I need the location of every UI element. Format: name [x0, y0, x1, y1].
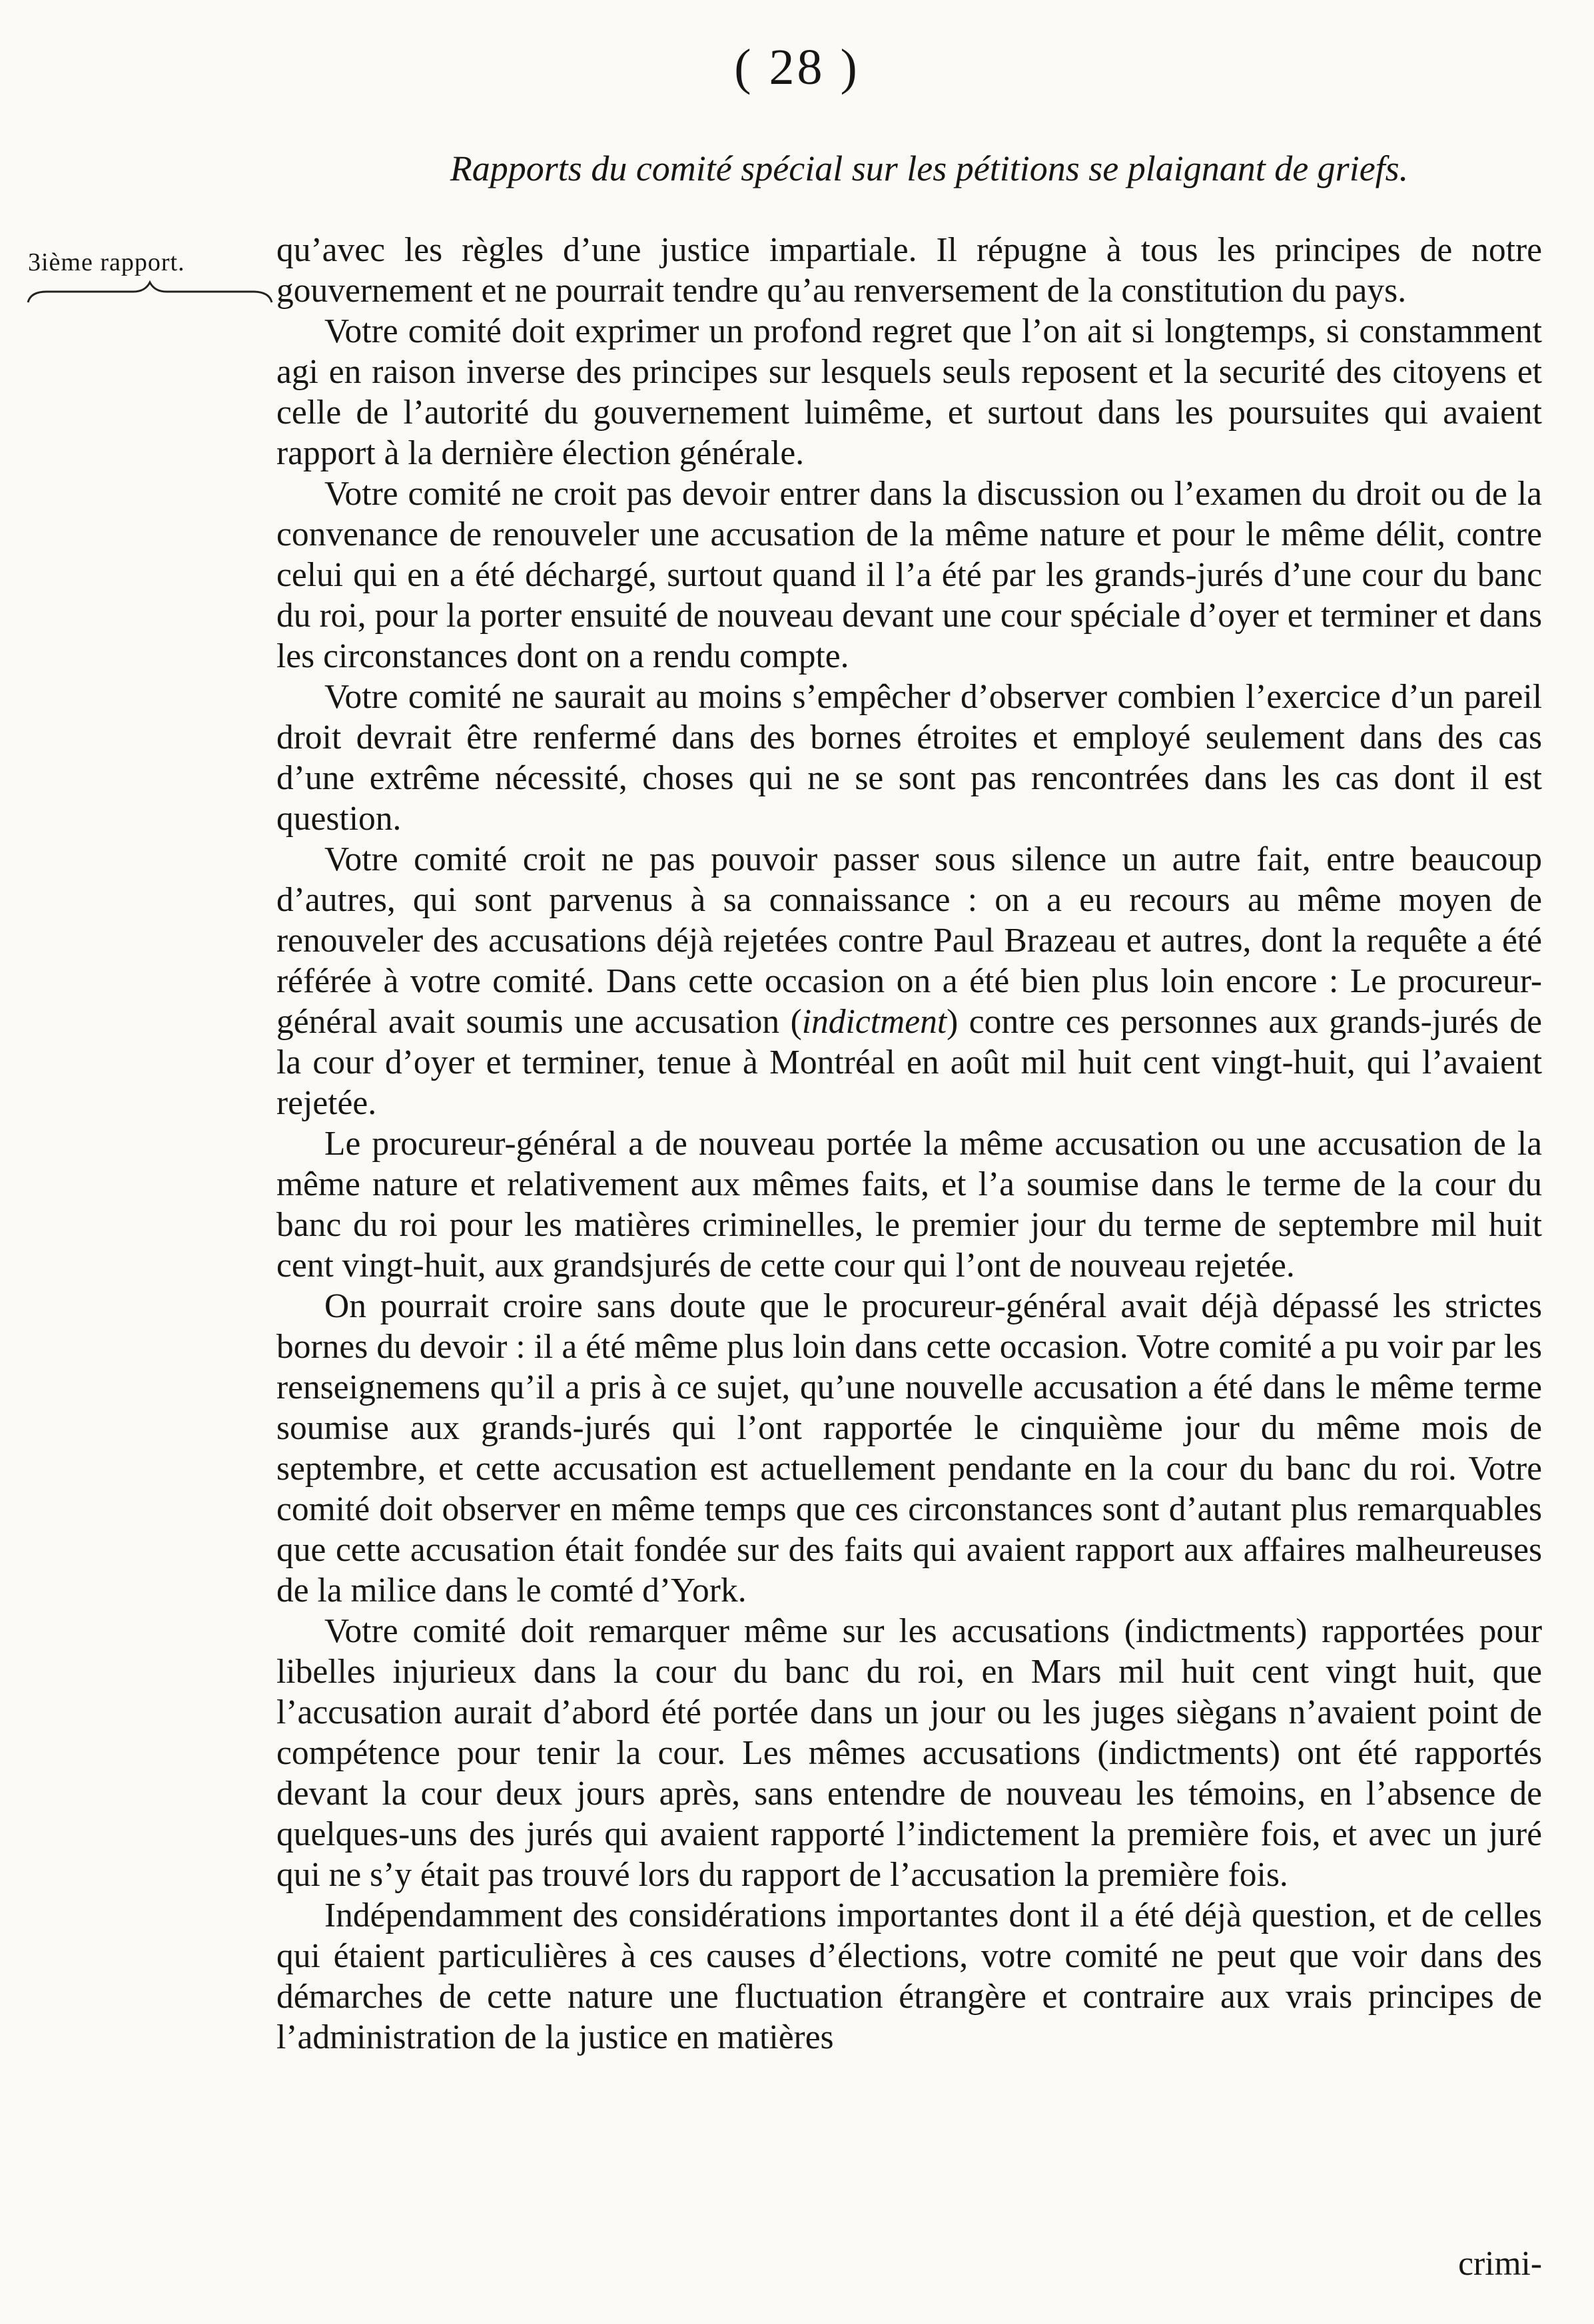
paragraph-5-text-b: ) contre ces personnes aux grands-jurés de la cour d’oyer et terminer, tenue à Montréal en août mil huit cent vingt-huit, qui l’avaient rejetée. [276, 1003, 1542, 1122]
margin-note: 3ième rapport. [28, 248, 185, 276]
paragraph-7: On pourrait croire sans doute que le procureur-général avait déjà dépassé les strictes bornes du devoir : il a été même plus loin dans cette occasion. Votre comité a pu voir par les renseignemens qu’il a pris à ce sujet, qu’une nouvelle accusation a été dans le même terme soumise aux grands-jurés qui l’ont rapportée le cinquième jour du même mois de septembre, et cette accusation est actuellement pendante en la cour du banc du roi. Votre comité doit observer en même temps que ces circonstances sont d’autant plus remarquables que cette accusation était fondée sur des faits qui avaient rapport aux affaires malheureuses de la milice dans le comté d’York. [276, 1287, 1542, 1609]
paragraph-6: Le procureur-général a de nouveau portée la même accusation ou une accusation de la même nature et relativement aux mêmes faits, et l’a soumise dans le terme de la cour du banc du roi pour les matières criminelles, le premier jour du terme de septembre mil huit cent vingt-huit, aux grandsjurés de cette cour qui l’ont de nouveau rejetée. [276, 1125, 1542, 1285]
paragraph-8: Votre comité doit remarquer même sur les accusations (indictments) rapportées pour libelles injurieux dans la cour du banc du roi, en Mars mil huit cent vingt huit, que l’accusation aurait d’abord été portée dans un jour ou les juges siègans n’avaient point de compétence pour tenir la cour. Les mêmes accusations (indictments) ont été rapportés devant la cour deux jours après, sans entendre de nouveau les témoins, en l’absence de quelques-uns des jurés qui avaient rapporté l’indictement la première fois, et avec un juré qui ne s’y était pas trouvé lors du rapport de l’accusation la première fois. [276, 1612, 1542, 1894]
paragraph-5-text-a: Votre comité croit ne pas pouvoir passer sous silence un autre fait, entre beaucoup d’autres, qui sont parvenus à sa connaissance : on a eu recours au même moyen de renouveler des accusations déjà rejetées contre Paul Brazeau et autres, dont la requête a été référée à votre comité. Dans cette occasion on a été bien plus loin encore : Le procureur-général avait soumis une accusation ( [276, 840, 1542, 1041]
body-text [276, 230, 1542, 2058]
paragraph-5-italic: indictment [801, 1003, 947, 1041]
margin-brace [27, 280, 273, 306]
paragraph-5 [276, 839, 1542, 1123]
paragraph-2: Votre comité doit exprimer un profond regret que l’on ait si longtemps, si constamment agi en raison inverse des principes sur lesquels seuls reposent et la securité des citoyens et celle de l’autorité du gouvernement luimême, et surtout dans les poursuites qui avaient rapport à la dernière élection générale. [276, 312, 1542, 472]
page-number: ( 28 ) [734, 39, 860, 95]
paragraph-3: Votre comité ne croit pas devoir entrer dans la discussion ou l’examen du droit ou de la convenance de renouveler une accusation de la même nature et pour le même délit, contre celui qui en a été déchargé, surtout quand il l’a été par les grands-jurés d’une cour du banc du roi, pour la porter ensuité de nouveau devant une cour spéciale d’oyer et terminer et dans les circonstances dont on a rendu compte. [276, 475, 1542, 675]
running-head: Rapports du comité spécial sur les pétitions se plaignant de griefs. [450, 148, 1409, 188]
paragraph-4: Votre comité ne saurait au moins s’empêcher d’observer combien l’exercice d’un pareil droit devrait être renfermé dans des bornes étroites et employé seulement dans des cas d’une extrême nécessité, choses qui ne se sont pas rencontrées dans les cas dont il est question. [276, 678, 1542, 838]
paragraph-1: qu’avec les règles d’une justice impartiale. Il répugne à tous les principes de notre gouvernement et ne pourrait tendre qu’au renversement de la constitution du pays. [276, 231, 1542, 310]
catchword: crimi- [1458, 2245, 1542, 2283]
paragraph-9: Indépendamment des considérations importantes dont il a été déjà question, et de celles qui étaient particulières à ces causes d’élections, votre comité ne peut que voir dans des démarches de cette nature une fluctuation étrangère et contraire aux vrais principes de l’administration de la justice en matières [276, 1896, 1542, 2056]
